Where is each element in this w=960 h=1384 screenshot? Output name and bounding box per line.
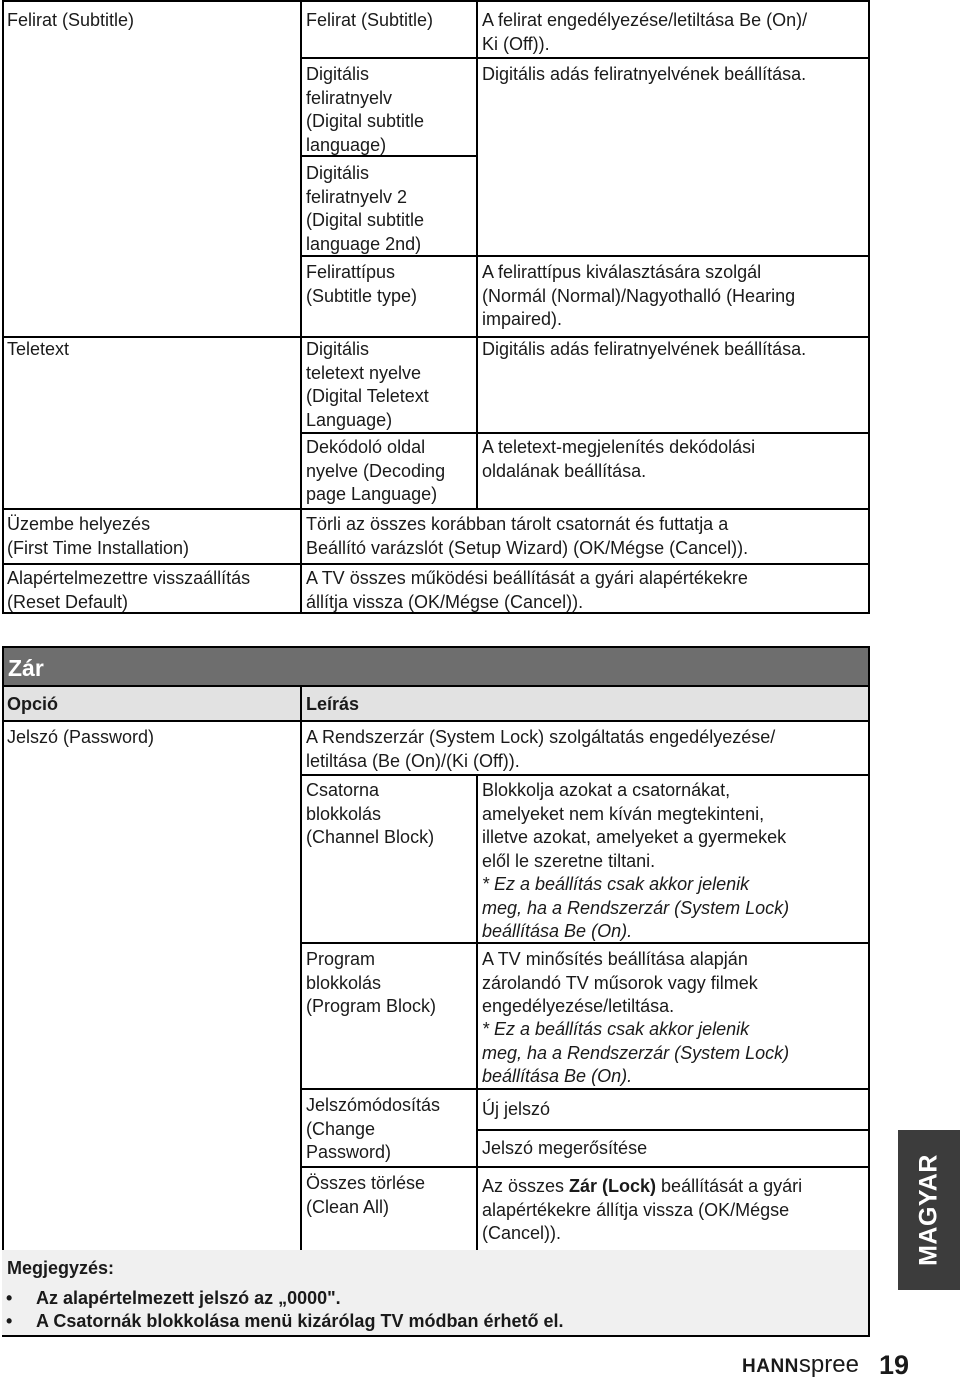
column-header-desc: Leírás <box>306 694 360 714</box>
desc-teletext-language: Digitális adás feliratnyelvének beállítása. <box>482 339 807 359</box>
suboption-clean-all: Összes törlése (Clean All) <box>306 1173 426 1217</box>
suboption-subtitle: Felirat (Subtitle) <box>306 10 434 30</box>
note-item: A Csatornák blokkolása menü kizárólag TV módban érhető el. <box>36 1311 564 1331</box>
note-channel-block: * Ez a beállítás csak akkor jelenik meg, ha a Rendszerzár (System Lock) beállítása Be (On). <box>482 874 790 941</box>
desc-subtitle-language: Digitális adás feliratnyelvének beállítása. <box>482 64 807 84</box>
option-reset-default: Alapértelmezettre visszaállítás (Reset Default) <box>7 568 251 612</box>
page-number: 19 <box>879 1350 910 1380</box>
new-password-label: Új jelszó <box>482 1099 551 1119</box>
brand-logo <box>742 1351 859 1381</box>
suboption-digital-subtitle-language-2: Digitális feliratnyelv 2 (Digital subtitle language 2nd) <box>306 163 425 254</box>
column-header-bg-desc <box>302 687 868 720</box>
desc-reset-default: A TV összes működési beállítását a gyári alapértékekre állítja vissza (OK/Mégse (Cancel)). <box>306 568 748 612</box>
desc-channel-block: Blokkolja azokat a csatornákat, amelyeket nem kíván megtekinteni, illetve azokat, amelyeket a gyermekek elől le szeretne tiltani. <box>482 780 787 871</box>
column-header-option: Opció <box>7 694 59 714</box>
suboption-change-password: Jelszómódosítás (Change Password) <box>306 1095 441 1162</box>
bullet-icon: • <box>6 1288 13 1308</box>
desc-first-time-installation: Törli az összes korábban tárolt csatornát és futtatja a Beállító varázslót (Setup Wizard) (OK/Mégse (Cancel)). <box>306 514 749 558</box>
suboption-digital-subtitle-language: Digitális feliratnyelv (Digital subtitle language) <box>306 64 425 155</box>
desc-clean-all-pre: Az összes <box>482 1176 570 1196</box>
desc-program-block: A TV minősítés beállítása alapján zárolandó TV műsorok vagy filmek engedélyezése/letiltása. <box>482 949 758 1016</box>
bullet-icon: • <box>6 1311 13 1331</box>
desc-password: A Rendszerzár (System Lock) szolgáltatás engedélyezése/ letiltása (Be (On)/(Ki (Off)). <box>306 727 776 771</box>
desc-clean-all-post: beállítását a gyári alapértékekre állítja vissza (OK/Mégse (Cancel)). <box>482 1176 803 1243</box>
note-heading: Megjegyzés: <box>7 1258 115 1278</box>
desc-subtitle-type: A felirattípus kiválasztására szolgál (Normál (Normal)/Nagyothalló (Hearing impaired). <box>482 262 796 329</box>
desc-clean-all-bold: Zár (Lock) <box>569 1176 657 1196</box>
suboption-digital-teletext-language: Digitális teletext nyelve (Digital Teletext Language) <box>306 339 429 430</box>
suboption-program-block: Program blokkolás (Program Block) <box>306 949 437 1016</box>
option-password: Jelszó (Password) <box>7 727 155 747</box>
suboption-decoding-page-language: Dekódoló oldal nyelve (Decoding page Language) <box>306 437 446 504</box>
desc-clean-all <box>482 1175 802 1246</box>
option-teletext: Teletext <box>7 339 70 359</box>
note-program-block: * Ez a beállítás csak akkor jelenik meg, ha a Rendszerzár (System Lock) beállítása Be (On). <box>482 1019 790 1086</box>
suboption-channel-block: Csatorna blokkolás (Channel Block) <box>306 780 435 847</box>
suboption-subtitle-type: Felirattípus (Subtitle type) <box>306 262 418 306</box>
desc-decoding-page: A teletext-megjelenítés dekódolási oldalának beállítása. <box>482 437 756 481</box>
confirm-password-label: Jelszó megerősítése <box>482 1138 648 1158</box>
brand-logo-suffix: spree <box>798 1351 859 1378</box>
section-header-bar <box>2 648 868 685</box>
brand-logo-prefix: HANN <box>742 1356 799 1377</box>
note-item: Az alapértelmezett jelszó az „0000". <box>36 1288 341 1308</box>
language-side-tab-label: MAGYAR <box>914 1154 943 1266</box>
desc-subtitle-enable: A felirat engedélyezése/letiltása Be (On)/ Ki (Off)). <box>482 10 808 54</box>
section-title: Zár <box>8 655 44 681</box>
option-first-time-installation: Üzembe helyezés (First Time Installation) <box>7 514 190 558</box>
option-subtitle: Felirat (Subtitle) <box>7 10 135 30</box>
